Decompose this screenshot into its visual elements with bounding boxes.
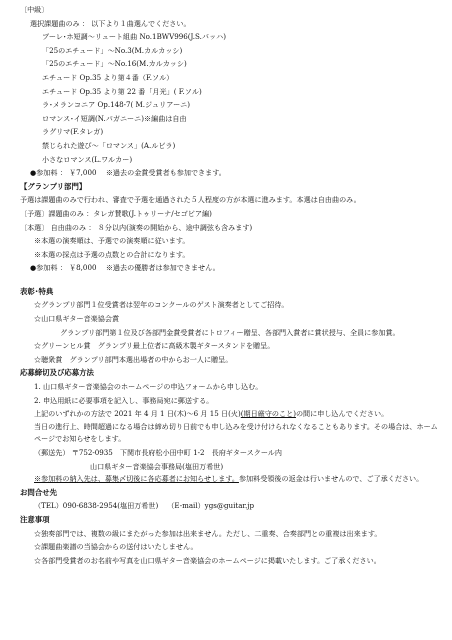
piece-item: ラグリマ(F.タレガ) xyxy=(42,127,104,137)
intermediate-fee: ●参加料 ： ￥7,000 ※過去の金賞受賞者も参加できます。 xyxy=(30,168,226,178)
payment-post: 参加料受領後の返金は行いませんので、ご了承ください。 xyxy=(238,474,424,484)
note-item: ☆独奏部門では、複数の級にまたがった参加は出来ません。ただし、二重奏、合奏部門との重複は出来ます。 xyxy=(34,528,382,538)
application-step: 2. 申込用紙に必要事項を記入し、事務局宛に郵送する。 xyxy=(34,395,214,405)
application-note: 当日の進行上、時間超過になる場合は締め切り日前でも申し込みを受け付けられなくなることもあります。その場合は、ホームページでお知らせをします。 xyxy=(34,421,438,444)
deadline-post: の間に申し込んでください。 xyxy=(295,409,389,419)
note-item: ☆課題曲楽譜の当協会からの送付はいたしません。 xyxy=(34,542,198,552)
payment-note xyxy=(20,473,442,486)
intermediate-heading: 〔中級〕 xyxy=(20,5,49,14)
contact-email: （E-mail）ygs@guitar.jp xyxy=(167,501,255,511)
application-deadline xyxy=(20,407,442,421)
piece-item: 小さなロマンス(L.ワルカー) xyxy=(42,154,133,164)
grandprix-heading: 【グランプリ部門】 xyxy=(20,181,87,191)
piece-item: 「25のエチュード」～No.3(M.カルカッシ) xyxy=(42,45,183,55)
postal-address-line1 xyxy=(20,446,442,460)
deadline-pre: 上記のいずれかの方法で 2021 年 4 月 1 日(木)～6 月 15 日(火) xyxy=(34,409,241,419)
grandprix-fee: ●参加料 ： ￥8,000 ※過去の優勝者は参加できません。 xyxy=(30,263,220,273)
application-heading: 応募締切及び応募方法 xyxy=(20,368,94,378)
note-item: ☆各部門受賞者のお名前や写真を山口県ギター音楽協会のホームページに掲載いたします。ご了承ください。 xyxy=(34,555,381,565)
award-item: ☆グリーンヒル賞 グランプリ最上位者に高級木製ギタースタンドを贈呈。 xyxy=(34,341,275,351)
postal-label: （郵送先） xyxy=(34,448,70,457)
awards-heading: 表彰･特典 xyxy=(20,286,54,296)
grandprix-note: ※本選の演奏順は、予選での演奏順に従います。 xyxy=(34,236,190,246)
piece-item: ブーレ･ホ短調～リュート組曲 No.1BWV996(J.S.バッハ) xyxy=(42,32,226,42)
award-item: グランプリ部門第１位及び各部門金賞受賞者にトロフィー贈呈、各部門入賞者に賞状授与、全員に参加賞。 xyxy=(60,327,400,337)
intermediate-instruction: 選択課題曲のみ ： 以下より１曲選んでください。 xyxy=(30,18,191,28)
piece-item: 禁じられた遊び～「ロマンス」(A.ルビラ) xyxy=(42,140,176,150)
piece-item: 「25のエチュード」～No.16(M.カルカッシ) xyxy=(42,59,187,69)
contact-tel: （TEL）090-6838-2954(塩田万希世) xyxy=(34,501,159,511)
piece-item: エチュード Op.35 より第４番（F.ソル） xyxy=(42,72,174,82)
grandprix-prelim: 〔予選〕課題曲のみ ：タレガ賛歌(J.トゥリーナ/セゴビア編) xyxy=(20,208,212,218)
contact-line xyxy=(20,499,442,513)
piece-item: ロマンス･イ短調(N.パガニーニ)※編曲は自由 xyxy=(42,113,187,123)
postal-address: 〒752-0935 下関市長府松小田中町 1-2 長府ギタースクール内 xyxy=(71,448,282,457)
contact-heading: お問合せ先 xyxy=(20,487,57,497)
piece-item: エチュード Op.35 より第 22 番「月光」( F.ソル) xyxy=(42,86,202,96)
payment-underlined: ※参加料の納入先は、募集〆切後に各応募者にお知らせします。 xyxy=(34,474,239,484)
grandprix-note: ※本選の採点は予選の点数との合計になります。 xyxy=(34,249,190,259)
grandprix-final: 〔本選〕 自由曲のみ ： ８分以内(演奏の開始から、途中調弦も含みます) xyxy=(20,222,253,232)
award-item: ☆グランプリ部門１位受賞者は翌年のコンクールのゲスト演奏者としてご招待。 xyxy=(34,300,289,310)
award-item: ☆山口県ギター音楽協会賞 xyxy=(34,314,120,324)
piece-item: ラ･メランコニア Op.148-7( M.ジュリアーニ) xyxy=(42,100,191,110)
award-item: ☆聴衆賞 グランプリ部門本選出場者の中からお一人に贈呈。 xyxy=(34,354,233,364)
notes-heading: 注意事項 xyxy=(20,514,50,524)
deadline-underlined: (期日厳守のこと) xyxy=(240,409,296,419)
grandprix-intro: 予選は課題曲のみで行われ、審査で予選を通過された５人程度の方が本選に進みます。本選は自由曲のみ。 xyxy=(20,195,361,205)
application-step: 1. 山口県ギター音楽協会のホームページの申込フォームから申し込む。 xyxy=(34,382,263,392)
postal-address-line2: 山口県ギター音楽協会事務局(塩田万希世) xyxy=(90,461,224,471)
